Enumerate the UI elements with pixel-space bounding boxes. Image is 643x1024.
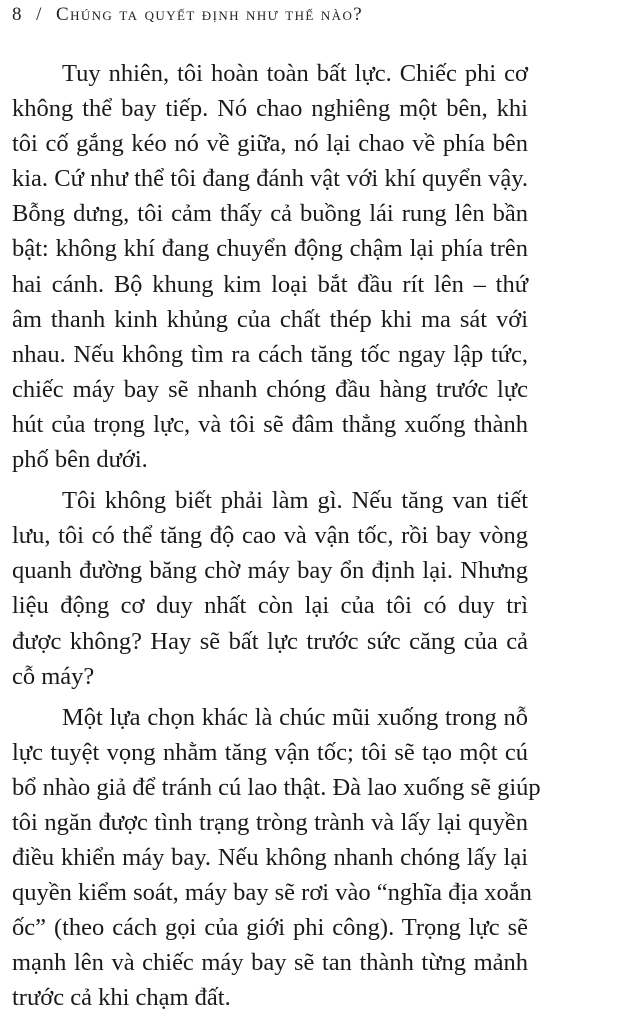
text-line: liệu động cơ duy nhất còn lại của tôi có duy trì bbox=[12, 592, 528, 620]
text-line: Một lựa chọn khác là chúc mũi xuống trong nỗ bbox=[62, 703, 528, 731]
text-line: Tuy nhiên, tôi hoàn toàn bất lực. Chiếc phi cơ bbox=[62, 60, 528, 87]
text-line: nhau. Nếu không tìm ra cách tăng tốc ngay lập tức, bbox=[12, 340, 528, 368]
text-line: tôi cố gắng kéo nó về giữa, nó lại chao về phía bên bbox=[12, 130, 528, 158]
text-line: chiếc máy bay sẽ nhanh chóng đầu hàng trước lực bbox=[12, 375, 528, 403]
text-line: bổ nhào giả để tránh cú lao thật. Đà lao xuống sẽ giúp bbox=[12, 773, 541, 801]
text-line: lưu, tôi có thể tăng độ cao và vận tốc, rồi bay vòng bbox=[12, 522, 528, 550]
text-line: phố bên dưới. bbox=[12, 446, 148, 474]
text-line: không thể bay tiếp. Nó chao nghiêng một bên, khi bbox=[12, 95, 528, 123]
text-line: kia. Cứ như thể tôi đang đánh vật với khí quyển vậy. bbox=[12, 165, 528, 193]
text-line: được không? Hay sẽ bất lực trước sức căng của cả bbox=[12, 627, 528, 655]
text-line: điều khiển máy bay. Nếu không nhanh chóng lấy lại bbox=[12, 844, 528, 872]
text-line: quyền kiểm soát, máy bay sẽ rơi vào “nghĩa địa xoắn bbox=[12, 879, 532, 907]
text-line: hai cánh. Bộ khung kim loại bắt đầu rít lên – thứ bbox=[12, 270, 528, 298]
text-line: âm thanh kinh khủng của chất thép khi ma sát với bbox=[12, 305, 528, 333]
text-line: trước cả khi chạm đất. bbox=[12, 984, 231, 1012]
text-line: tôi ngăn được tình trạng tròng trành và lấy lại quyền bbox=[12, 808, 528, 836]
text-line: Tôi không biết phải làm gì. Nếu tăng van tiết bbox=[62, 487, 528, 515]
text-line: cỗ máy? bbox=[12, 662, 95, 690]
text-line: quanh đường băng chờ máy bay ổn định lại. Nhưng bbox=[12, 557, 528, 585]
paragraph-2 bbox=[12, 483, 528, 694]
book-title: Chúng ta quyết định như thế nào? bbox=[56, 4, 364, 25]
text-line: hút của trọng lực, và tôi sẽ đâm thẳng xuống thành bbox=[12, 410, 528, 438]
paragraph-1 bbox=[12, 56, 528, 477]
running-head bbox=[12, 4, 363, 30]
text-line: lực tuyệt vọng nhằm tăng vận tốc; tôi sẽ tạo một cú bbox=[12, 738, 528, 766]
header-separator: / bbox=[36, 4, 42, 25]
paragraph-3 bbox=[12, 700, 541, 1016]
page-number: 8 bbox=[12, 4, 23, 25]
text-line: bật: không khí đang chuyển động chậm lại phía trên bbox=[12, 235, 528, 263]
page-body bbox=[12, 56, 541, 1022]
text-line: Bỗng dưng, tôi cảm thấy cả buồng lái rung lên bần bbox=[12, 200, 528, 228]
text-line: mạnh lên và chiếc máy bay sẽ tan thành từng mảnh bbox=[12, 949, 528, 977]
text-line: ốc” (theo cách gọi của giới phi công). Trọng lực sẽ bbox=[12, 914, 528, 942]
